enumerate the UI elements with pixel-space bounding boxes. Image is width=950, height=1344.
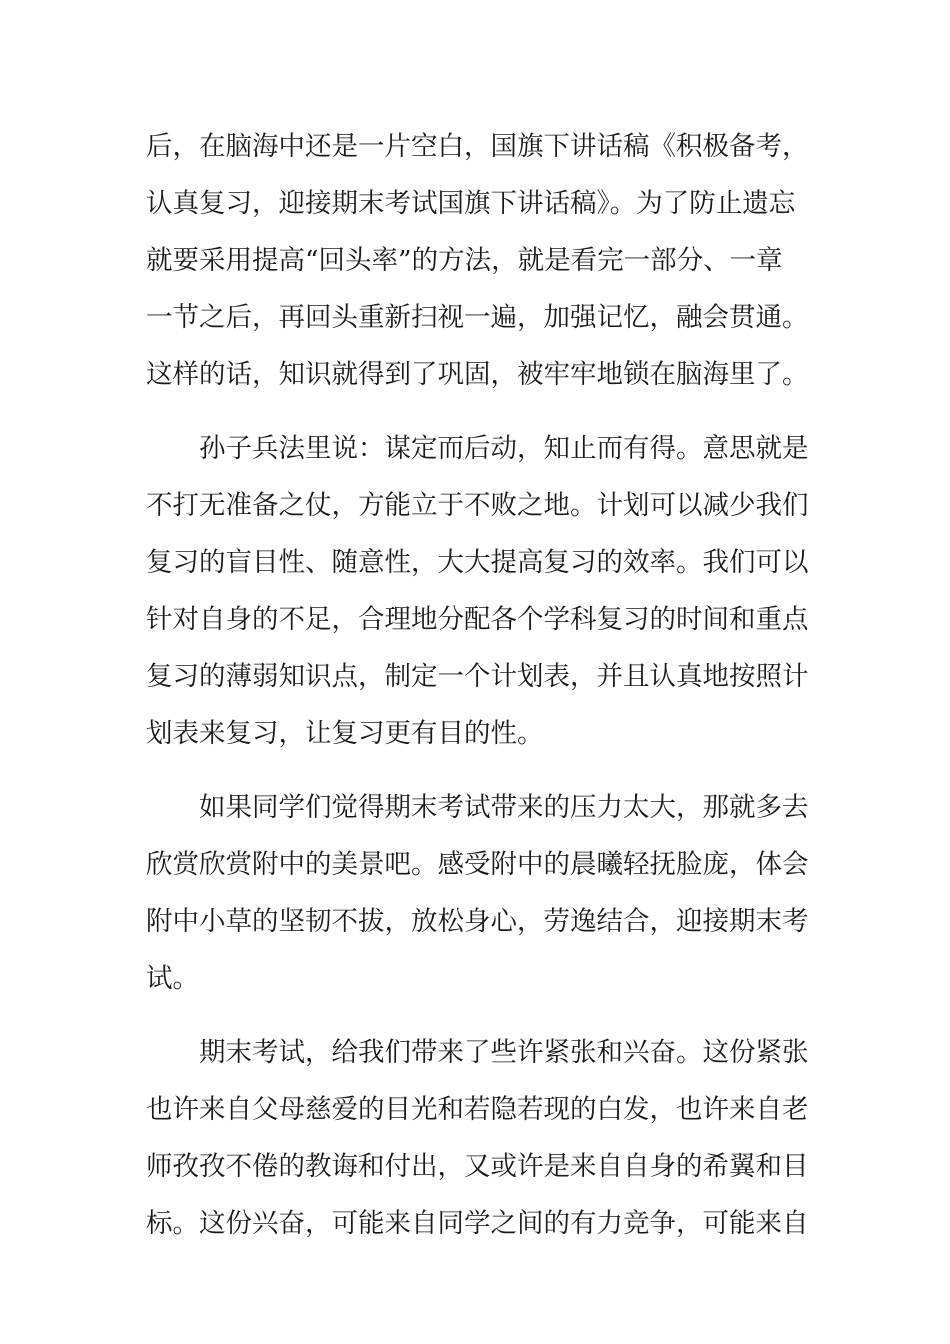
paragraph bbox=[146, 420, 826, 762]
text-line: 不打无准备之仗，方能立于不败之地。计划可以减少我们 bbox=[146, 490, 809, 521]
text-line: 就要采用提高“回头率”的方法，就是看完一部分、一章 bbox=[146, 245, 783, 276]
text-line: 师孜孜不倦的教诲和付出，又或许是来自自身的希翼和目 bbox=[146, 1151, 809, 1182]
paragraph bbox=[146, 118, 826, 403]
text-line: 复习的盲目性、随意性，大大提高复习的效率。我们可以 bbox=[146, 547, 809, 578]
text-line: 试。 bbox=[146, 963, 199, 994]
paragraph-gap bbox=[146, 1007, 826, 1024]
text-line: 后，在脑海中还是一片空白，国旗下讲话稿《积极备考， bbox=[146, 131, 809, 162]
text-line: 针对自身的不足，合理地分配各个学科复习的时间和重点 bbox=[146, 604, 809, 635]
paragraph-gap bbox=[146, 403, 826, 420]
text-line: 划表来复习，让复习更有目的性。 bbox=[146, 718, 544, 749]
paragraph bbox=[146, 1024, 826, 1252]
document-body bbox=[146, 118, 826, 1252]
text-line: 孙子兵法里说：谋定而后动，知止而有得。意思就是 bbox=[199, 433, 809, 464]
text-line: 也许来自父母慈爱的目光和若隐若现的白发，也许来自老 bbox=[146, 1094, 809, 1125]
text-line: 认真复习，迎接期末考试国旗下讲话稿》。为了防止遗忘 bbox=[146, 188, 796, 219]
text-line: 附中小草的坚韧不拔，放松身心，劳逸结合，迎接期末考 bbox=[146, 906, 809, 937]
text-line: 复习的薄弱知识点，制定一个计划表，并且认真地按照计 bbox=[146, 661, 809, 692]
text-line: 如果同学们觉得期末考试带来的压力太大，那就多去 bbox=[199, 792, 809, 823]
text-line: 这样的话，知识就得到了巩固，被牢牢地锁在脑海里了。 bbox=[146, 359, 809, 390]
text-line: 一节之后，再回头重新扫视一遍，加强记忆，融会贯通。 bbox=[146, 302, 809, 333]
text-line: 期末考试，给我们带来了些许紧张和兴奋。这份紧张 bbox=[199, 1037, 809, 1068]
text-line: 标。这份兴奋，可能来自同学之间的有力竞争，可能来自 bbox=[146, 1208, 809, 1239]
paragraph-gap bbox=[146, 762, 826, 779]
text-line: 欣赏欣赏附中的美景吧。感受附中的晨曦轻抚脸庞，体会 bbox=[146, 849, 809, 880]
paragraph bbox=[146, 779, 826, 1007]
